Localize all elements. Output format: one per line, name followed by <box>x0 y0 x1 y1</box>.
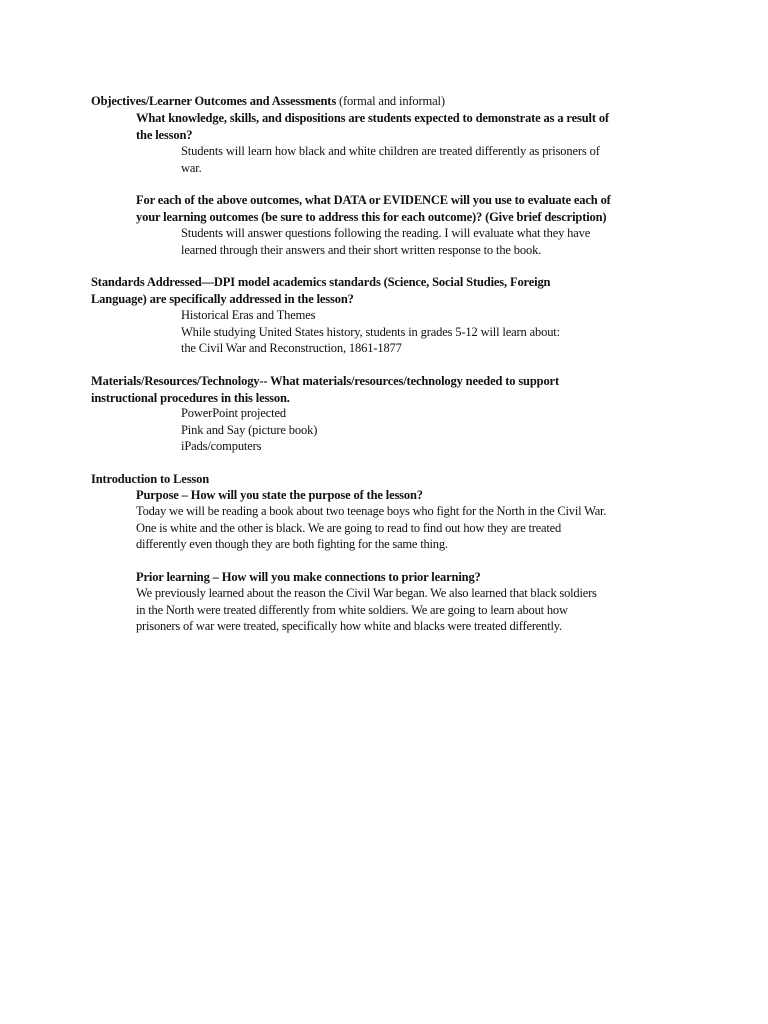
objectives-heading <box>91 93 691 110</box>
materials-heading <box>91 373 691 406</box>
text-line: Standards Addressed—DPI model academics standards (Science, Social Studies, Foreign <box>91 275 551 289</box>
text-line: Language) are specifically addressed in the lesson? <box>91 291 354 306</box>
introduction-heading: Introduction to Lesson <box>91 472 210 486</box>
text-line: Students will learn how black and white children are treated differently as prisoners of <box>181 144 600 158</box>
text-line: We previously learned about the reason the Civil War began. We also learned that black soldiers <box>136 586 597 600</box>
objectives-question-evidence <box>136 192 684 225</box>
objectives-answer-evidence <box>181 225 671 258</box>
materials-item: Pink and Say (picture book) <box>181 422 318 437</box>
materials-list <box>181 405 671 455</box>
text-line: For each of the above outcomes, what DATA or EVIDENCE will you use to evaluate each of <box>136 193 611 207</box>
objectives-question-knowledge <box>136 110 684 143</box>
text-line: instructional procedures in this lesson. <box>91 390 290 405</box>
text-line: Materials/Resources/Technology-- What materials/resources/technology needed to support <box>91 374 559 388</box>
text-line: your learning outcomes (be sure to address this for each outcome)? (Give brief description) <box>136 209 607 224</box>
purpose-question: Purpose – How will you state the purpose of the lesson? <box>136 488 423 502</box>
objectives-heading-bold: Objectives/Learner Outcomes and Assessments <box>91 94 337 108</box>
objectives-heading-note: (formal and informal) <box>336 94 445 108</box>
standards-heading <box>91 274 691 307</box>
text-line: the lesson? <box>136 127 193 142</box>
text-line: Today we will be reading a book about two teenage boys who fight for the North in the Civil War. <box>136 504 607 518</box>
purpose-answer <box>136 503 686 553</box>
text-line: What knowledge, skills, and dispositions are students expected to demonstrate as a result of <box>136 111 609 125</box>
standards-list <box>181 307 671 357</box>
text-line: learned through their answers and their short written response to the book. <box>181 242 542 257</box>
standards-item: Historical Eras and Themes <box>181 308 316 322</box>
text-line: Students will answer questions following the reading. I will evaluate what they have <box>181 226 591 240</box>
text-line: One is white and the other is black. We are going to read to find out how they are treated <box>136 520 562 535</box>
standards-item: the Civil War and Reconstruction, 1861-1877 <box>181 341 402 356</box>
standards-item: While studying United States history, students in grades 5-12 will learn about: <box>181 324 560 339</box>
materials-item: iPads/computers <box>181 439 262 454</box>
prior-learning-answer <box>136 585 686 635</box>
text-line: differently even though they are both fighting for the same thing. <box>136 537 448 552</box>
prior-learning-question: Prior learning – How will you make connections to prior learning? <box>136 570 481 584</box>
materials-item: PowerPoint projected <box>181 406 286 420</box>
text-line: in the North were treated differently from white soldiers. We are going to learn about how <box>136 602 568 617</box>
text-line: prisoners of war were treated, specifically how white and blacks were treated differently. <box>136 619 562 634</box>
text-line: war. <box>181 160 202 175</box>
objectives-answer-knowledge <box>181 143 671 176</box>
